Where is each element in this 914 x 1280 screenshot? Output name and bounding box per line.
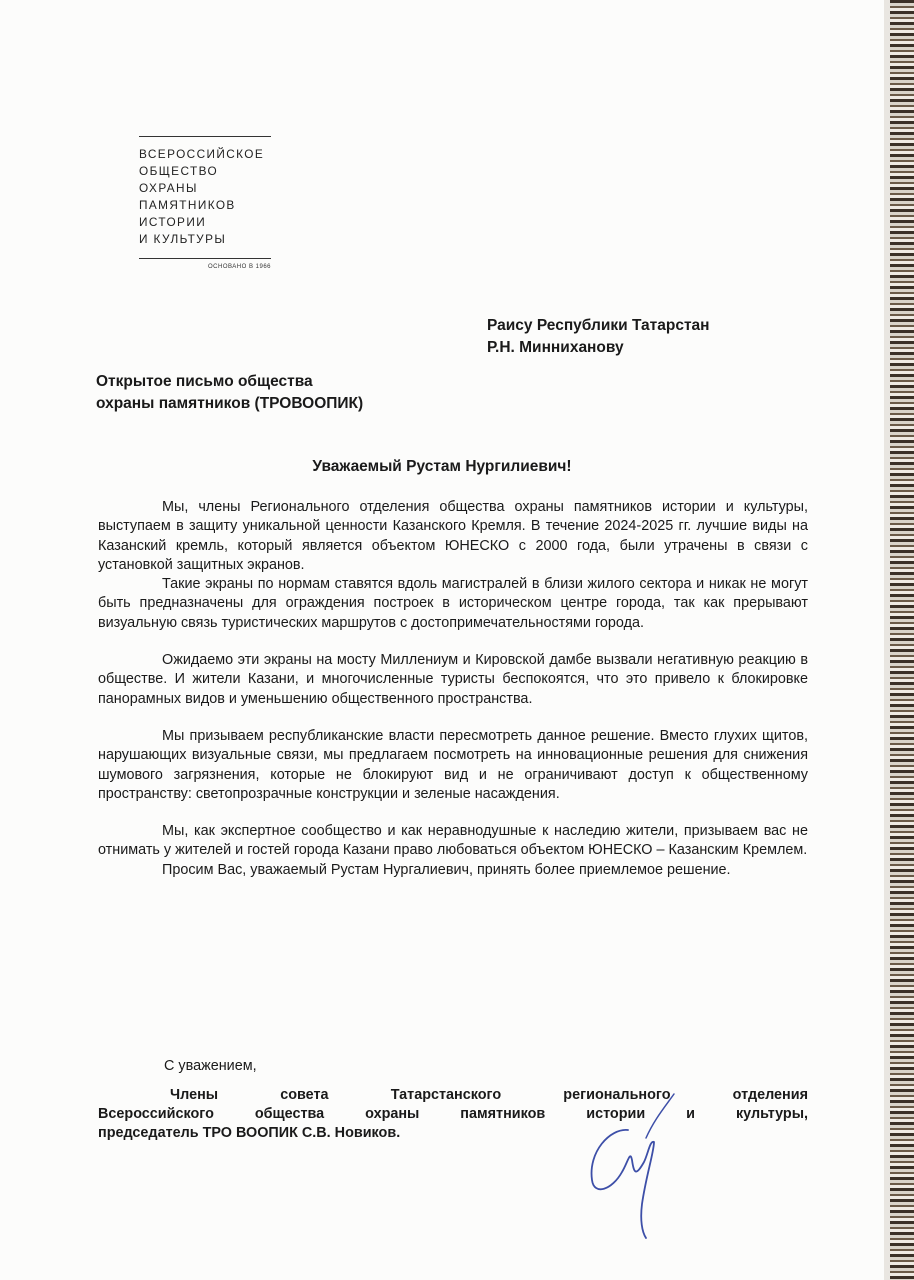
body-paragraph: Мы, как экспертное сообщество и как неравнодушные к наследию жители, призываем вас не отнимать у жителей и гостей города Казани право любоваться объектом ЮНЕСКО – Казанским Кремлем.	[98, 823, 808, 859]
subject-line: охраны памятников (ТРОВООПИК)	[96, 395, 364, 412]
addressee-name: Р.Н. Минниханову	[487, 339, 624, 356]
subject-line: Открытое письмо общества	[96, 373, 313, 390]
addressee	[487, 315, 710, 359]
letter-subject	[96, 371, 363, 415]
logo-line: ВСЕРОССИЙСКОЕ	[139, 147, 265, 161]
logo-bottom-rule	[139, 258, 271, 259]
body-paragraph: Мы, члены Регионального отделения общества охраны памятников истории и культуры, выступаем в защиту уникальной ценности Казанского Кремля. В течение 2024-2025 гг. лучшие виды на Казанский кремль, который является объектом ЮНЕСКО с 2000 года, были утрачены в связи с установкой защитных экранов.	[98, 499, 808, 573]
signature-stroke	[592, 1130, 654, 1238]
logo-founded: ОСНОВАНО В 1966	[208, 264, 271, 270]
signers-line: председатель ТРО ВООПИК С.В. Новиков.	[98, 1125, 401, 1141]
body-paragraph: Просим Вас, уважаемый Рустам Нургалиевич, принять более приемлемое решение.	[162, 861, 731, 878]
logo-line: ОБЩЕСТВО	[139, 164, 219, 178]
logo-line: ИСТОРИИ	[139, 215, 207, 229]
addressee-title: Раису Республики Татарстан	[487, 317, 710, 334]
body-paragraph: Ожидаемо эти экраны на мосту Миллениум и Кировской дамбе вызвали негативную реакцию в обществе. И жители Казани, и многочисленные туристы беспокоятся, что это привело к блокировке панорамных видов и уменьшению общественного пространства.	[98, 652, 808, 707]
handwritten-signature	[550, 1080, 690, 1240]
scan-edge	[884, 0, 914, 1280]
body-paragraph: Мы призываем республиканские власти пересмотреть данное решение. Вместо глухих щитов, нарушающих визуальные связи, мы предлагаем посмотреть на инновационные решения для снижения шумового загрязнения, которые не блокируют вид и не ограничивают доступ к общественному пространству: светопрозрачные конструкции и зеленые насаждения.	[98, 727, 808, 802]
logo-line: ОХРАНЫ	[139, 181, 198, 195]
signers-line: Всероссийского общества охраны памятников истории и культуры,	[98, 1106, 808, 1122]
closing: С уважением,	[164, 1058, 257, 1074]
signers-line: Члены совета Татарстанского регионального отделения	[170, 1087, 808, 1103]
logo-line: И КУЛЬТУРЫ	[139, 232, 227, 246]
body-paragraph: Такие экраны по нормам ставятся вдоль магистралей в близи жилого сектора и никак не могут быть предназначены для ограждения построек в историческом центре города, так как прерывают визуальную связь туристических маршрутов с достопримечательностями города.	[98, 576, 808, 631]
society-logo	[139, 136, 271, 270]
signature-stroke	[646, 1094, 674, 1138]
logo-line: ПАМЯТНИКОВ	[139, 198, 236, 212]
letter-body	[98, 498, 808, 880]
signers-block	[98, 1086, 808, 1143]
salutation: Уважаемый Рустам Нургилиевич!	[312, 458, 572, 475]
